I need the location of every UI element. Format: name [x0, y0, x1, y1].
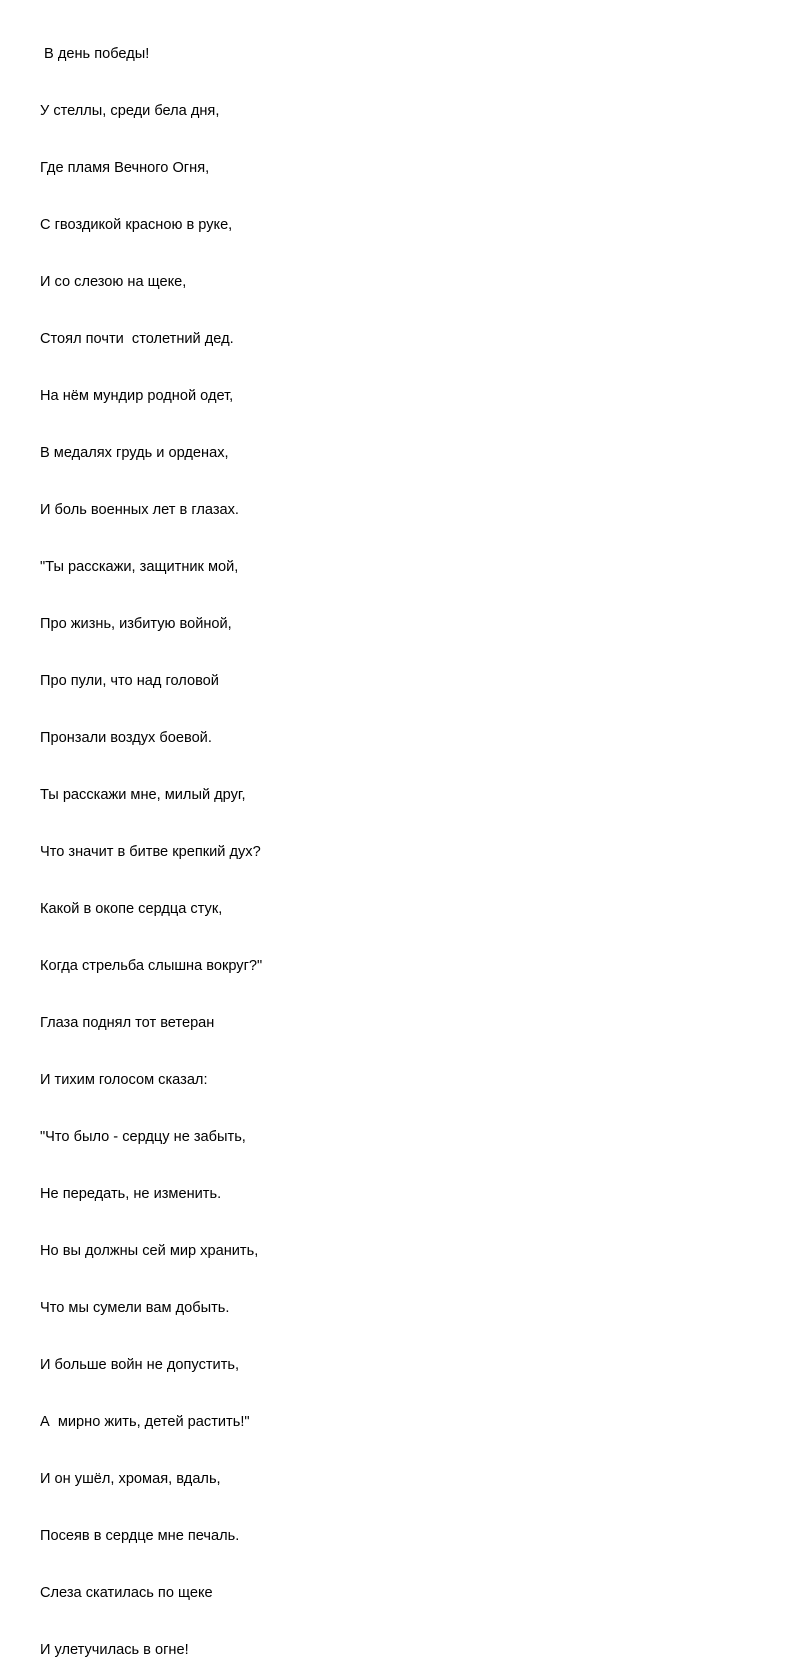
- poem-line: Посеяв в сердце мне печаль.: [40, 1528, 240, 1544]
- poem-line: Глаза поднял тот ветеран: [40, 1015, 215, 1031]
- poem-line: Ты расскажи мне, милый друг,: [40, 787, 246, 803]
- poem-line: Где пламя Вечного Огня,: [40, 160, 210, 176]
- poem-line: Что мы сумели вам добыть.: [40, 1300, 230, 1316]
- poem-text: [40, 7, 262, 1679]
- poem-line: Когда стрельба слышна вокруг?": [40, 958, 263, 974]
- poem-line: На нём мундир родной одет,: [40, 388, 234, 404]
- poem-line: Стоял почти столетний дед.: [40, 331, 234, 347]
- poem-line: С гвоздикой красною в руке,: [40, 217, 233, 233]
- poem-line: И улетучилась в огне!: [40, 1642, 189, 1658]
- poem-line: И больше войн не допустить,: [40, 1357, 240, 1373]
- poem-title: В день победы!: [40, 46, 150, 62]
- poem-line: И он ушёл, хромая, вдаль,: [40, 1471, 221, 1487]
- poem-line: И боль военных лет в глазах.: [40, 502, 239, 518]
- poem-line: Про пули, что над головой: [40, 673, 219, 689]
- poem-line: И со слезою на щеке,: [40, 274, 187, 290]
- poem-line: "Ты расскажи, защитник мой,: [40, 559, 239, 575]
- poem-line: А мирно жить, детей растить!": [40, 1414, 250, 1430]
- poem-line: У стеллы, среди бела дня,: [40, 103, 220, 119]
- poem-line: Не передать, не изменить.: [40, 1186, 222, 1202]
- poem-line: Какой в окопе сердца стук,: [40, 901, 223, 917]
- poem-line: "Что было - сердцу не забыть,: [40, 1129, 246, 1145]
- poem-line: Что значит в битве крепкий дух?: [40, 844, 261, 860]
- poem-line: Про жизнь, избитую войной,: [40, 616, 232, 632]
- poem-line: И тихим голосом сказал:: [40, 1072, 208, 1088]
- poem-line: Пронзали воздух боевой.: [40, 730, 212, 746]
- poem-line: В медалях грудь и орденах,: [40, 445, 229, 461]
- poem-line: Слеза скатилась по щеке: [40, 1585, 213, 1601]
- poem-line: Но вы должны сей мир хранить,: [40, 1243, 259, 1259]
